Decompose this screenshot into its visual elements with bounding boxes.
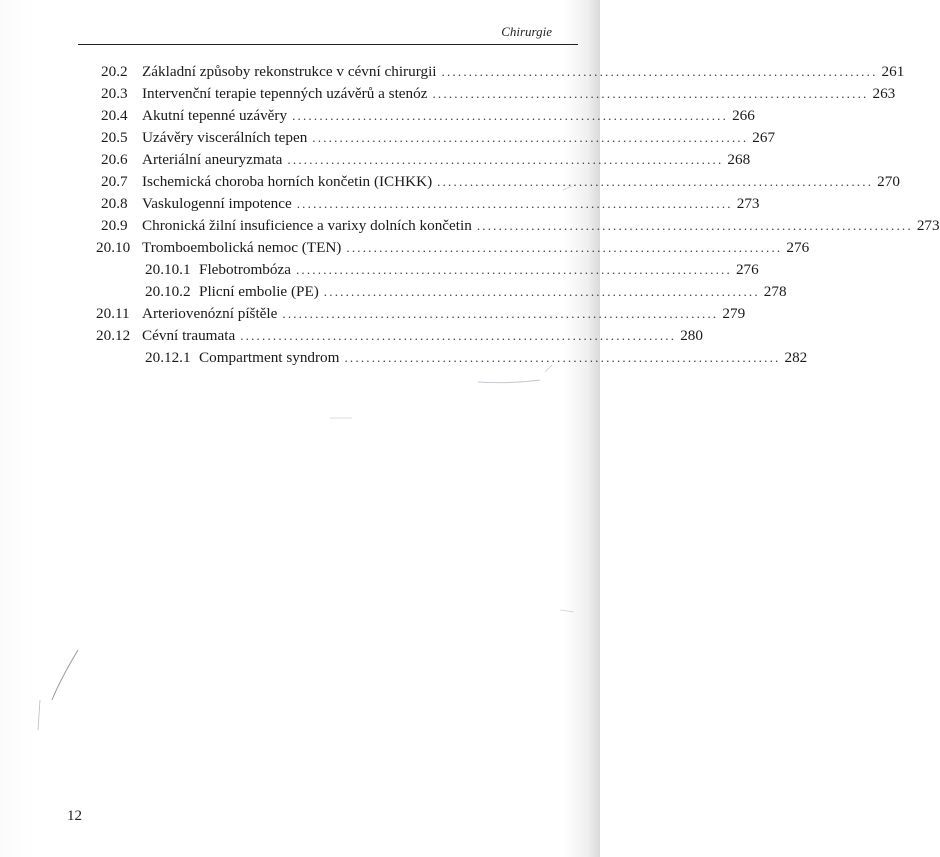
toc-entry-page: 280: [680, 327, 703, 344]
toc-entry-number: 20.10.2: [145, 283, 191, 300]
toc-dot-leader: ................................................................................: [287, 152, 724, 167]
toc-entry-page: 278: [763, 283, 787, 300]
toc-dot-leader: ................................................................................: [323, 284, 760, 299]
toc-entry-number: 20.6: [101, 151, 128, 168]
toc-dot-leader: ................................................................................: [312, 130, 749, 145]
running-header: [78, 22, 578, 45]
toc-entry-number: 20.10: [96, 239, 131, 256]
toc-entry-title: Arteriální aneuryzmata: [142, 151, 283, 168]
toc-dot-leader: ................................................................................: [282, 306, 719, 321]
toc-dot-leader: ................................................................................: [292, 108, 729, 123]
page-number: 12: [67, 808, 82, 824]
toc-entry: [96, 325, 703, 347]
running-header-title: Chirurgie: [501, 24, 552, 39]
toc-entry-number: 20.9: [101, 217, 128, 234]
toc-entry-number: 20.12.1: [145, 349, 191, 366]
toc-entry: [96, 237, 810, 259]
toc-entry-number: 20.11: [96, 305, 130, 322]
toc-entry-number: 20.3: [101, 85, 128, 102]
toc-entry-title: Plicní embolie (PE): [199, 283, 319, 300]
toc-entry-page: 276: [735, 261, 759, 278]
toc-entry: [101, 83, 896, 105]
toc-entry-title: Uzávěry viscerálních tepen: [142, 129, 308, 146]
toc-dot-leader: ................................................................................: [432, 86, 869, 101]
toc-entry-page: 263: [872, 85, 896, 102]
toc-entry-title: Intervenční terapie tepenných uzávěrů a stenóz: [142, 85, 428, 102]
toc-entry-page: 282: [784, 349, 808, 366]
toc-dot-leader: ................................................................................: [437, 174, 874, 189]
toc-entry: [101, 127, 776, 149]
toc-entry-number: 20.5: [101, 129, 128, 146]
toc-entry-page: 273: [736, 195, 760, 212]
toc-dot-leader: ................................................................................: [344, 350, 781, 365]
toc-entry-title: Akutní tepenné uzávěry: [142, 107, 288, 124]
toc-entry: [101, 61, 905, 83]
toc-entry-number: 20.2: [101, 63, 128, 80]
toc-entry-title: Flebotrombóza: [199, 261, 291, 278]
toc-entry: [145, 281, 787, 303]
toc-entry: [145, 259, 759, 281]
toc-entry-page: 273: [916, 217, 940, 234]
toc-entry: [101, 149, 751, 171]
toc-entry-title: Tromboembolická nemoc (TEN): [142, 239, 342, 256]
toc-entry: [145, 347, 808, 369]
toc-entry: [101, 171, 900, 193]
toc-entry-page: 261: [881, 63, 905, 80]
toc-entry-page: 279: [722, 305, 746, 322]
toc-entry-title: Ischemická choroba horních končetin (ICHKK): [142, 173, 433, 190]
toc-entry-title: Základní způsoby rekonstrukce v cévní chirurgii: [142, 63, 437, 80]
toc-entry-title: Chronická žilní insuficience a varixy dolních končetin: [142, 217, 472, 234]
toc-entry-number: 20.12: [96, 327, 131, 344]
toc-entry: [101, 105, 755, 127]
toc-entry-page: 267: [752, 129, 776, 146]
toc-entry: [96, 303, 746, 325]
toc-dot-leader: ................................................................................: [295, 262, 732, 277]
toc-entry-title: Vaskulogenní impotence: [142, 195, 292, 212]
toc-entry-page: 270: [877, 173, 900, 190]
toc-entry-number: 20.7: [101, 173, 128, 190]
toc-entry-number: 20.4: [101, 107, 128, 124]
toc-entry-title: Cévní traumata: [142, 327, 236, 344]
toc-entry-page: 266: [732, 107, 755, 124]
toc-entry-number: 20.8: [101, 195, 128, 212]
toc-dot-leader: ................................................................................: [296, 196, 733, 211]
toc-dot-leader: ................................................................................: [476, 218, 913, 233]
toc-entry-title: Compartment syndrom: [199, 349, 340, 366]
toc-entry-number: 20.10.1: [145, 261, 191, 278]
toc-entry-page: 276: [786, 239, 810, 256]
toc-entry-page: 268: [727, 151, 751, 168]
toc-entry-title: Arteriovenózní píštěle: [142, 305, 278, 322]
toc-dot-leader: ................................................................................: [441, 64, 878, 79]
toc-dot-leader: ................................................................................: [240, 328, 677, 343]
toc-entry: [101, 215, 940, 237]
toc-entry: [101, 193, 760, 215]
toc-dot-leader: ................................................................................: [346, 240, 783, 255]
